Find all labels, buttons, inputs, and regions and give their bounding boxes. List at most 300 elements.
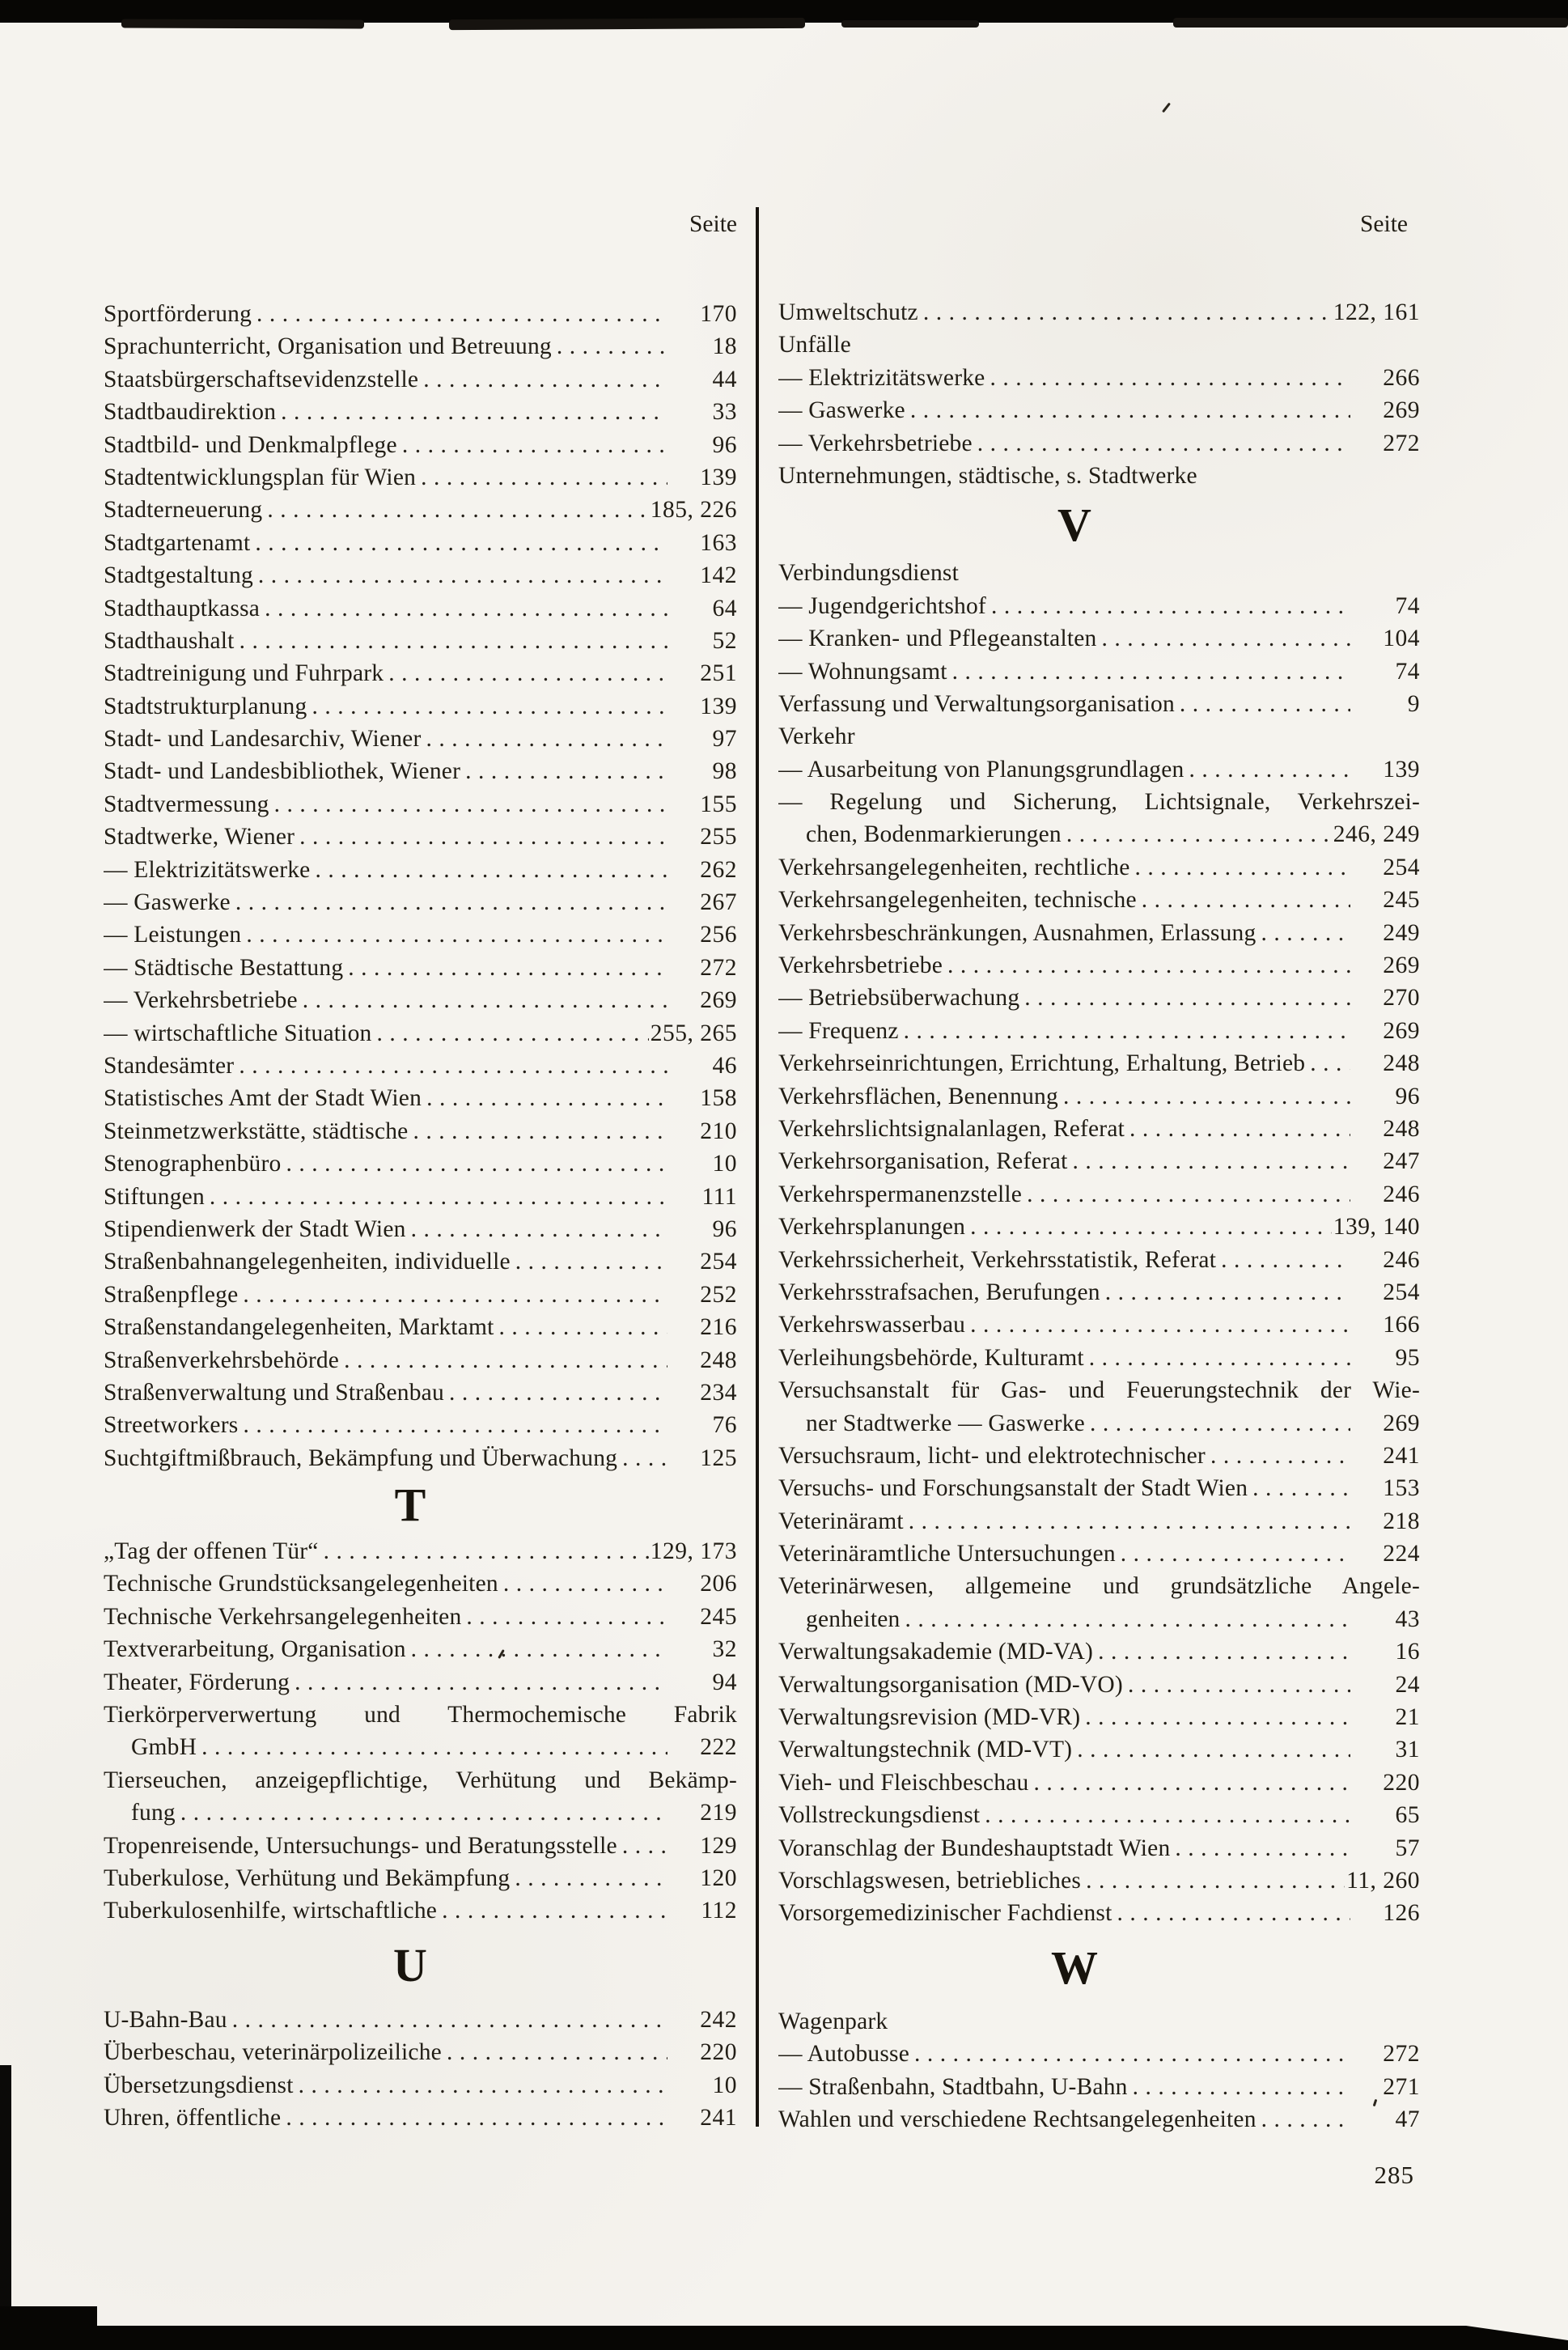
index-entry: [778, 1047, 1420, 1080]
dot-leader: [977, 427, 1350, 460]
scan-artifact-bottom-bar: [0, 2326, 1568, 2350]
entry-label: Straßenverwaltung und Straßenbau: [104, 1379, 444, 1406]
entry-page-number: 246, 249: [1333, 821, 1420, 848]
entry-label: Standesämter: [104, 1052, 235, 1079]
dot-leader: [1066, 818, 1332, 850]
entry-page-number: 255: [700, 824, 737, 850]
index-entry: [778, 982, 1420, 1014]
dot-leader: [1135, 851, 1350, 884]
index-entry: [778, 1342, 1420, 1374]
dot-leader: [1027, 1178, 1350, 1211]
index-entry: [104, 952, 737, 984]
dot-leader: [947, 949, 1350, 982]
dot-leader: [239, 625, 667, 657]
index-entry: [778, 1178, 1420, 1211]
entry-page-number: 44: [712, 366, 737, 392]
entry-page-number: 267: [700, 889, 737, 916]
entry-label: Stadtgestaltung: [104, 562, 253, 589]
dot-leader: [246, 918, 667, 951]
entry-label: Wahlen und verschiedene Rechtsangelegenheiten: [778, 2106, 1257, 2132]
entry-label: Veterinäramtliche Untersuchungen: [778, 1541, 1116, 1567]
dot-leader: [299, 821, 667, 853]
scan-artifact-tick: [1162, 103, 1171, 113]
entry-label: Verkehrsflächen, Benennung: [778, 1083, 1058, 1109]
entry-label: Verwaltungsrevision (MD-VR): [778, 1704, 1081, 1731]
entry-label: U-Bahn-Bau: [104, 2006, 227, 2033]
index-entry: [104, 494, 737, 526]
index-entry: [104, 1213, 737, 1245]
entry-label: — Verkehrsbetriebe: [778, 430, 973, 456]
scan-artifact-smudge: [841, 20, 979, 28]
scan-artifact-smudge: [449, 18, 805, 30]
index-entry: [104, 1830, 737, 1862]
index-entry: [778, 362, 1420, 394]
index-entry: [104, 298, 737, 330]
index-entry: [778, 1603, 1420, 1635]
index-entry: [778, 1080, 1420, 1113]
entry-label: Stadterneuerung: [104, 497, 263, 524]
dot-leader: [442, 1894, 667, 1927]
index-entry: [778, 1309, 1420, 1341]
dot-leader: [281, 396, 667, 428]
entry-label: Textverarbeitung, Organisation: [104, 1636, 406, 1663]
entry-label: — Wohnungsamt: [778, 658, 947, 685]
dot-leader: [235, 886, 667, 918]
dot-leader: [985, 1799, 1350, 1831]
dot-leader: [286, 2102, 667, 2134]
index-entry: [104, 657, 737, 689]
dot-leader: [286, 1147, 667, 1180]
entry-label: Unternehmungen, städtische, s. Stadtwerke: [778, 462, 1197, 489]
index-entry: [104, 1245, 737, 1278]
entry-label: — Jugendgerichtshof: [778, 592, 986, 619]
entry-label: Verkehrsorganisation, Referat: [778, 1148, 1068, 1175]
index-entry: [104, 461, 737, 494]
entry-page-number: 272: [700, 954, 737, 981]
index-entry: [778, 2038, 1420, 2070]
entry-label: Verkehrswasserbau: [778, 1312, 966, 1338]
index-entry: [104, 2069, 737, 2102]
section-letter: W: [1051, 1941, 1099, 1994]
entry-label: Sprachunterricht, Organisation und Betreuung: [104, 333, 552, 360]
index-entry: [778, 622, 1420, 655]
entry-page-number: 206: [700, 1571, 737, 1597]
dot-leader: [210, 1181, 667, 1213]
dot-leader: [970, 1309, 1350, 1341]
index-entry: [104, 396, 737, 428]
column-header-seite-right: Seite: [1360, 211, 1408, 237]
entry-label: Vorsorgemedizinischer Fachdienst: [778, 1900, 1112, 1927]
entry-page-number: 96: [1395, 1083, 1420, 1109]
index-entry: [104, 690, 737, 723]
entry-label: fung: [131, 1800, 176, 1826]
entry-page-number: 97: [712, 726, 737, 753]
entry-page-number: 222: [700, 1734, 737, 1761]
entry-label: Tierseuchen, anzeigepflichtige, Verhütung und Bekämp-: [104, 1767, 737, 1793]
index-entry: [104, 1017, 737, 1050]
index-entry: [104, 1115, 737, 1147]
entry-label: — Gaswerke: [104, 889, 231, 916]
entry-page-number: 76: [712, 1412, 737, 1439]
entry-label: — Frequenz: [778, 1017, 899, 1044]
dot-leader: [1142, 884, 1350, 916]
index-entry: [104, 1894, 737, 1927]
entry-page-number: 139, 140: [1333, 1214, 1420, 1241]
index-column-left: [104, 298, 737, 2134]
entry-label: Theater, Förderung: [104, 1669, 290, 1695]
entry-label: — Straßenbahn, Stadtbahn, U-Bahn: [778, 2073, 1128, 2100]
entry-label: Umweltschutz: [778, 299, 918, 325]
dot-leader: [622, 1442, 667, 1474]
index-entry: [778, 655, 1420, 688]
entry-label: — Elektrizitätswerke: [778, 364, 985, 391]
index-entry: [104, 429, 737, 461]
dot-leader: [557, 330, 667, 363]
entry-label: Stadthauptkassa: [104, 595, 261, 621]
index-entry: [778, 1767, 1420, 1799]
index-entry: [104, 1699, 737, 1731]
entry-page-number: 18: [712, 333, 737, 360]
dot-leader: [348, 952, 667, 984]
entry-label: Veterinäramt: [778, 1508, 904, 1534]
scan-artifact-smudge: [1173, 18, 1568, 28]
index-entry: [104, 527, 737, 559]
entry-label: Verwaltungstechnik (MD-VT): [778, 1737, 1073, 1763]
dot-leader: [1129, 1113, 1350, 1145]
entry-page-number: 220: [1383, 1769, 1420, 1796]
index-entry: [104, 1666, 737, 1699]
entry-page-number: 254: [1383, 854, 1420, 880]
entry-label: — Regelung und Sicherung, Lichtsignale, Verkehrszei-: [778, 789, 1420, 816]
index-entry: [778, 1374, 1420, 1406]
entry-label: Stadtvermessung: [104, 791, 269, 817]
entry-page-number: 139: [700, 693, 737, 719]
column-header-seite-left: Seite: [689, 211, 737, 237]
index-entry: [778, 1113, 1420, 1145]
entry-page-number: 74: [1395, 592, 1420, 619]
entry-label: Verkehrsbetriebe: [778, 952, 943, 979]
entry-page-number: 57: [1395, 1835, 1420, 1861]
index-entry: [104, 1409, 737, 1441]
index-entry: [778, 1897, 1420, 1929]
entry-label: Technische Verkehrsangelegenheiten: [104, 1603, 462, 1630]
entry-label: Steinmetzwerkstätte, städtische: [104, 1118, 409, 1144]
entry-label: Streetworkers: [104, 1412, 239, 1439]
entry-page-number: 31: [1395, 1737, 1420, 1763]
dot-leader: [265, 592, 667, 625]
dot-leader: [622, 1830, 667, 1862]
section-letter: V: [1057, 498, 1092, 551]
dot-leader: [274, 788, 667, 821]
index-entry: [778, 557, 1420, 589]
entry-label: Verkehrslichtsignalanlagen, Referat: [778, 1115, 1125, 1142]
entry-label: — wirtschaftliche Situation: [104, 1020, 372, 1046]
index-entry: [778, 2103, 1420, 2136]
section-letter: T: [394, 1478, 427, 1532]
entry-page-number: 220: [700, 2039, 737, 2066]
index-entry: [778, 2071, 1420, 2103]
entry-label: Verkehrsangelegenheiten, technische: [778, 887, 1137, 914]
entry-page-number: 65: [1395, 1802, 1420, 1829]
index-entry: [104, 1796, 737, 1829]
entry-page-number: 269: [1383, 397, 1420, 424]
index-entry: [104, 1147, 737, 1180]
dot-leader: [376, 1017, 648, 1050]
entry-label: Stadtgartenamt: [104, 529, 251, 556]
entry-label: Stadt- und Landesbibliothek, Wiener: [104, 758, 461, 785]
dot-leader: [295, 1666, 667, 1699]
entry-page-number: 248: [1383, 1050, 1420, 1077]
index-entry: [778, 2005, 1420, 2038]
dot-leader: [905, 1603, 1350, 1635]
index-entry: [104, 1279, 737, 1311]
entry-page-number: 96: [712, 1215, 737, 1242]
index-entry: [778, 296, 1420, 329]
index-entry: [778, 786, 1420, 818]
dot-leader: [1128, 1669, 1350, 1701]
entry-label: — Betriebsüberwachung: [778, 985, 1020, 1012]
index-entry: [104, 788, 737, 821]
dot-leader: [923, 296, 1332, 329]
dot-leader: [426, 1082, 667, 1114]
dot-leader: [1077, 1733, 1350, 1766]
entry-page-number: 129, 173: [650, 1538, 737, 1565]
dot-leader: [909, 1505, 1350, 1538]
entry-label: Stadtwerke, Wiener: [104, 824, 295, 850]
dot-leader: [1261, 2103, 1350, 2136]
entry-page-number: 32: [712, 1636, 737, 1663]
index-entry: [778, 884, 1420, 916]
index-entry: [104, 363, 737, 396]
entry-page-number: 210: [700, 1118, 737, 1144]
dot-leader: [303, 984, 667, 1016]
entry-label: Voranschlag der Bundeshauptstadt Wien: [778, 1835, 1171, 1861]
entry-label: GmbH: [131, 1734, 197, 1761]
entry-label: Stadtbild- und Denkmalpflege: [104, 431, 397, 458]
entry-label: Tierkörperverwertung und Thermochemische Fabrik: [104, 1702, 737, 1729]
entry-label: Vollstreckungsdienst: [778, 1802, 981, 1829]
entry-page-number: 74: [1395, 658, 1420, 685]
index-entry: [104, 723, 737, 755]
entry-label: Verkehrsstrafsachen, Berufungen: [778, 1279, 1100, 1305]
index-entry: [778, 1276, 1420, 1309]
entry-label: — Leistungen: [104, 922, 242, 948]
entry-label: Verkehrsplanungen: [778, 1214, 966, 1241]
index-entry: [104, 592, 737, 625]
dot-leader: [1121, 1538, 1350, 1570]
dot-leader: [991, 590, 1350, 622]
dot-leader: [1210, 1440, 1350, 1472]
entry-page-number: 104: [1383, 626, 1420, 652]
index-entry: [104, 1050, 737, 1082]
entry-label: Stadt- und Landesarchiv, Wiener: [104, 726, 422, 753]
index-entry: [778, 329, 1420, 361]
entry-page-number: 248: [700, 1347, 737, 1373]
dot-leader: [515, 1245, 667, 1278]
entry-label: — Ausarbeitung von Planungsgrundlagen: [778, 756, 1184, 783]
entry-page-number: 120: [700, 1864, 737, 1891]
entry-page-number: 142: [700, 562, 737, 589]
dot-leader: [344, 1344, 667, 1376]
dot-leader: [411, 1633, 667, 1665]
index-entry: [104, 1731, 737, 1763]
index-entry: [778, 1832, 1420, 1864]
entry-page-number: 33: [712, 399, 737, 426]
entry-label: Verwaltungsakademie (MD-VA): [778, 1639, 1094, 1665]
index-entry: [778, 427, 1420, 460]
index-entry: [104, 1442, 737, 1474]
entry-page-number: 272: [1383, 2041, 1420, 2068]
entry-page-number: 246: [1383, 1181, 1420, 1207]
entry-label: Verkehrsbeschränkungen, Ausnahmen, Erlassung: [778, 919, 1257, 946]
index-entry: [778, 1733, 1420, 1766]
index-entry: [104, 2004, 737, 2036]
dot-leader: [1133, 2071, 1350, 2103]
index-entry: [104, 1311, 737, 1343]
dot-leader: [970, 1211, 1332, 1243]
entry-page-number: 94: [712, 1669, 737, 1695]
entry-page-number: 158: [700, 1085, 737, 1112]
entry-label: „Tag der offenen Tür“: [104, 1538, 319, 1565]
dot-leader: [466, 1601, 667, 1633]
entry-label: Verleihungsbehörde, Kulturamt: [778, 1344, 1084, 1371]
entry-label: Versuchsanstalt für Gas- und Feuerungstechnik der Wie-: [778, 1377, 1420, 1404]
dot-leader: [243, 1279, 667, 1311]
entry-label: — Kranken- und Pflegeanstalten: [778, 626, 1097, 652]
entry-label: Stadtreinigung und Fuhrpark: [104, 660, 384, 687]
entry-page-number: 11, 260: [1346, 1867, 1420, 1894]
entry-page-number: 241: [700, 2104, 737, 2131]
dot-leader: [447, 2036, 667, 2068]
entry-page-number: 96: [712, 431, 737, 458]
dot-leader: [1090, 1407, 1350, 1440]
dot-leader: [1175, 1832, 1350, 1864]
dot-leader: [1033, 1767, 1350, 1799]
index-entry: [778, 1440, 1420, 1472]
entry-page-number: 170: [700, 301, 737, 327]
dot-leader: [449, 1376, 667, 1409]
entry-page-number: 46: [712, 1052, 737, 1079]
dot-leader: [267, 494, 648, 526]
entry-label: Stiftungen: [104, 1183, 205, 1210]
entry-page-number: 125: [700, 1444, 737, 1471]
index-entry: [778, 1015, 1420, 1047]
index-entry: [104, 821, 737, 853]
index-entry: [104, 854, 737, 886]
dot-leader: [426, 723, 667, 755]
entry-label: Überbeschau, veterinärpolizeiliche: [104, 2039, 442, 2066]
entry-page-number: 242: [700, 2006, 737, 2033]
entry-label: Tuberkulosenhilfe, wirtschaftliche: [104, 1898, 438, 1924]
index-entry: [778, 1799, 1420, 1831]
dot-leader: [1252, 1472, 1350, 1504]
entry-page-number: 255, 265: [650, 1020, 737, 1046]
entry-label: Suchtgiftmißbrauch, Bekämpfung und Überwachung: [104, 1444, 618, 1471]
entry-label: Versuchsraum, licht- und elektrotechnischer: [778, 1442, 1206, 1469]
entry-label: Verbindungsdienst: [778, 560, 959, 587]
index-entry: [778, 1211, 1420, 1243]
entry-page-number: 249: [1383, 919, 1420, 946]
entry-label: Wagenpark: [778, 2008, 888, 2034]
dot-leader: [1310, 1047, 1350, 1080]
index-entry: [778, 1635, 1420, 1668]
dot-leader: [315, 854, 667, 886]
entry-page-number: 269: [1383, 1410, 1420, 1436]
index-entry: [778, 688, 1420, 720]
dot-leader: [1063, 1080, 1350, 1113]
index-entry: [778, 917, 1420, 949]
entry-label: Statistisches Amt der Stadt Wien: [104, 1085, 422, 1112]
entry-label: Stadtentwicklungsplan für Wien: [104, 464, 417, 490]
entry-page-number: 98: [712, 758, 737, 785]
dot-leader: [1117, 1897, 1351, 1929]
index-entry: [104, 1764, 737, 1796]
dot-leader: [910, 394, 1350, 426]
entry-label: Versuchs- und Forschungsanstalt der Stadt Wien: [778, 1475, 1248, 1502]
dot-leader: [1098, 1635, 1350, 1668]
entry-page-number: 47: [1395, 2106, 1420, 2132]
entry-label: Sportförderung: [104, 301, 252, 327]
index-entry: [104, 755, 737, 787]
index-entry: [104, 918, 737, 951]
dot-leader: [1189, 753, 1350, 786]
dot-leader: [256, 298, 667, 330]
index-entry: [778, 1505, 1420, 1538]
entry-page-number: 254: [1383, 1279, 1420, 1305]
entry-page-number: 218: [1383, 1508, 1420, 1534]
index-entry: [778, 1570, 1420, 1602]
entry-page-number: 21: [1395, 1704, 1420, 1731]
entry-page-number: 270: [1383, 985, 1420, 1012]
entry-page-number: 247: [1383, 1148, 1420, 1175]
dot-leader: [1086, 1864, 1345, 1897]
dot-leader: [1085, 1701, 1350, 1733]
index-entry: [778, 1244, 1420, 1276]
dot-leader: [1024, 982, 1350, 1014]
index-entry: [778, 1538, 1420, 1570]
index-entry: [104, 1344, 737, 1376]
entry-page-number: 129: [700, 1832, 737, 1859]
index-entry: [104, 330, 737, 363]
entry-label: Straßenpflege: [104, 1281, 239, 1308]
index-entry: [104, 559, 737, 592]
entry-page-number: 262: [700, 856, 737, 883]
entry-label: Stipendienwerk der Stadt Wien: [104, 1215, 406, 1242]
entry-label: Tropenreisende, Untersuchungs- und Beratungsstelle: [104, 1832, 617, 1859]
index-entry: [778, 1701, 1420, 1733]
index-entry: [104, 886, 737, 918]
index-entry: [104, 1535, 737, 1567]
entry-label: — Elektrizitätswerke: [104, 856, 311, 883]
entry-label: Vieh- und Fleischbeschau: [778, 1769, 1029, 1796]
entry-label: ner Stadtwerke — Gaswerke: [806, 1410, 1085, 1436]
entry-page-number: 248: [1383, 1115, 1420, 1142]
entry-label: Straßenbahnangelegenheiten, individuelle: [104, 1249, 511, 1275]
entry-page-number: 95: [1395, 1344, 1420, 1371]
index-entry: [778, 590, 1420, 622]
index-entry: [104, 2102, 737, 2134]
entry-label: Stadtbaudirektion: [104, 399, 277, 426]
entry-label: Unfälle: [778, 332, 851, 358]
entry-label: Stadtstrukturplanung: [104, 693, 307, 719]
entry-page-number: 245: [700, 1603, 737, 1630]
entry-page-number: 9: [1407, 690, 1420, 717]
dot-leader: [180, 1796, 667, 1829]
index-entry: [104, 2036, 737, 2068]
dot-leader: [413, 1115, 667, 1147]
entry-page-number: 163: [700, 529, 737, 556]
dot-leader: [515, 1862, 667, 1894]
